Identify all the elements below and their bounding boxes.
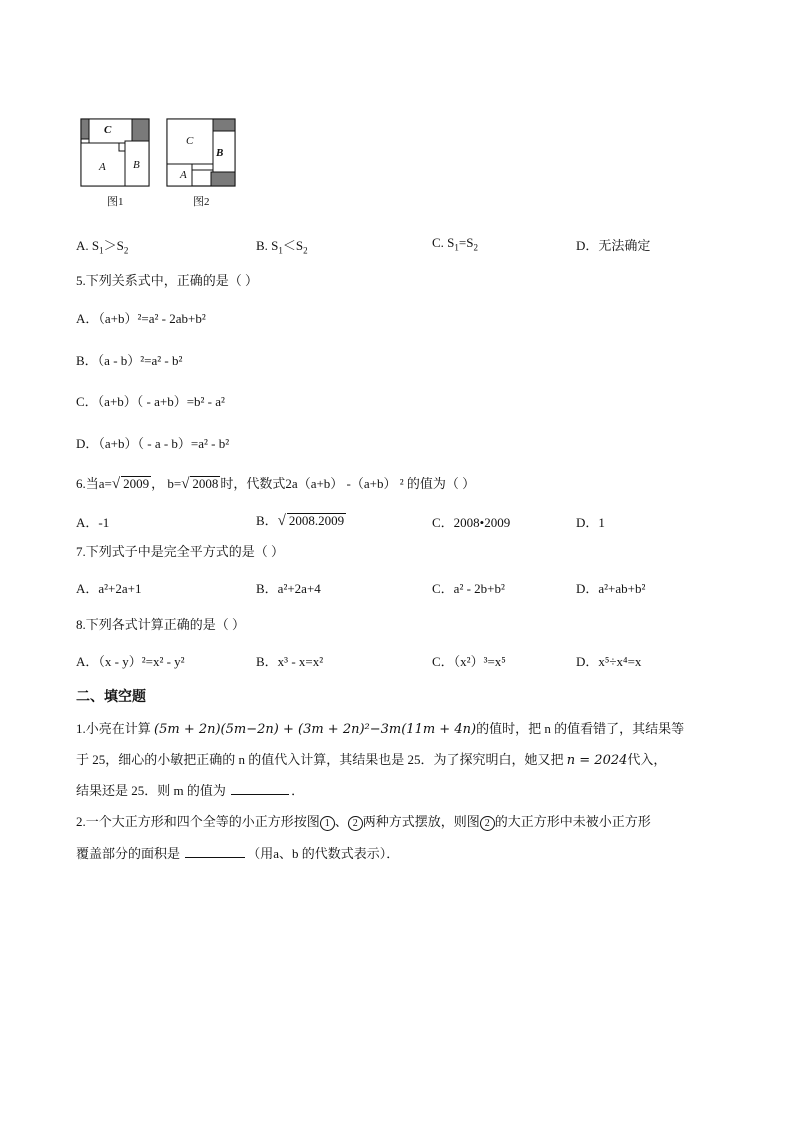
fill-q2-line1: 2.一个大正方形和四个全等的小正方形按图 1 、 2 两种方式摆放，则图 2 的大正方形中未被小正方形 — [76, 814, 651, 829]
figure-1-drawing — [80, 118, 152, 190]
figure-1-label-c: C — [104, 124, 112, 136]
fill-q1-line3: 结果还是 25．则 m 的值为 ． — [76, 783, 305, 798]
q6-radical-a: 2009 — [123, 476, 150, 491]
q6-radical-b: 2008 — [192, 476, 219, 491]
fill-q2-answer-blank[interactable] — [185, 845, 245, 858]
fill-q1-expression: (5m + 2n)(5m−2n) + (3m + 2n)²−3m(11m + 4n) — [154, 722, 477, 737]
circled-two: 2 — [348, 816, 363, 831]
q7-option-a: A．a²+2a+1 — [76, 581, 142, 596]
q8-stem: 8.下列各式计算正确的是（ ） — [76, 617, 246, 632]
q5-stem: 5.下列关系式中，正确的是（ ） — [76, 273, 259, 288]
figure-2-caption: 图2 — [193, 196, 210, 208]
q7-option-b: B．a²+2a+4 — [256, 581, 321, 596]
q6-option-d: D．1 — [576, 515, 605, 530]
q6-option-b: B．√ 2008.2009 — [256, 513, 345, 529]
q7-option-c: C．a² - 2b+b² — [432, 581, 505, 596]
figure-2-label-b: B — [216, 147, 224, 159]
q8-option-d: D．x⁵÷x⁴=x — [576, 654, 642, 669]
q5-option-c: C．（a+b）（ - a+b）=b² - a² — [76, 394, 225, 409]
q8-option-b: B．x³ - x=x² — [256, 654, 324, 669]
circled-two-ref: 2 — [480, 816, 495, 831]
figure-2-label-c: C — [186, 135, 194, 147]
q6-stem: 6.当a=√ 2009 ， b=√ 2008 时，代数式2a（a+b） -（a+b） ² 的值为（ ） — [76, 476, 476, 492]
fill-q1-line1: 1.小亮在计算 (5m + 2n)(5m−2n) + (3m + 2n)²−3m(11m + 4n)的值时，把 n 的值看错了，其结果等 — [76, 721, 685, 737]
q4-option-d: D．无法确定 — [576, 238, 651, 253]
figure-2-drawing — [166, 118, 238, 190]
q8-option-c: C．（x²）³=x⁵ — [432, 654, 506, 669]
figure-1-label-a: A — [99, 161, 106, 173]
fill-q1-line2: 于 25，细心的小敏把正确的 n 的值代入计算，其结果也是 25．为了探究明白，她又把 n = 2024代入， — [76, 752, 667, 768]
figure-1-label-b: B — [133, 159, 140, 171]
q5-option-d: D．（a+b）（ - a - b）=a² - b² — [76, 436, 230, 451]
figure-1 — [80, 118, 152, 190]
figure-1-caption: 图1 — [107, 196, 124, 208]
figure-2 — [166, 118, 238, 190]
section-heading-fill-in: 二、填空题 — [76, 690, 146, 705]
figure-2-label-a: A — [180, 169, 187, 181]
q4-option-a: A. $S_1>S_2$ — [76, 238, 129, 256]
q5-option-b: B．（a - b）²=a² - b² — [76, 353, 183, 368]
q7-stem: 7.下列式子中是完全平方式的是（ ） — [76, 544, 285, 559]
fill-q1-answer-blank[interactable] — [231, 782, 289, 795]
q5-option-a: A．（a+b）²=a² - 2ab+b² — [76, 311, 206, 326]
q6-option-c: C．2008•2009 — [432, 515, 511, 530]
q6-option-a: A．-1 — [76, 515, 110, 530]
q8-option-a: A．（x - y）²=x² - y² — [76, 654, 185, 669]
circled-one: 1 — [320, 816, 335, 831]
q4-option-c: C. $S_1=S_2$ — [432, 235, 478, 253]
fill-q2-line2: 覆盖部分的面积是 （用a、b 的代数式表示）． — [76, 846, 400, 861]
q7-option-d: D．a²+ab+b² — [576, 581, 646, 596]
q4-option-b: B. $S_1<S_2$ — [256, 238, 308, 256]
